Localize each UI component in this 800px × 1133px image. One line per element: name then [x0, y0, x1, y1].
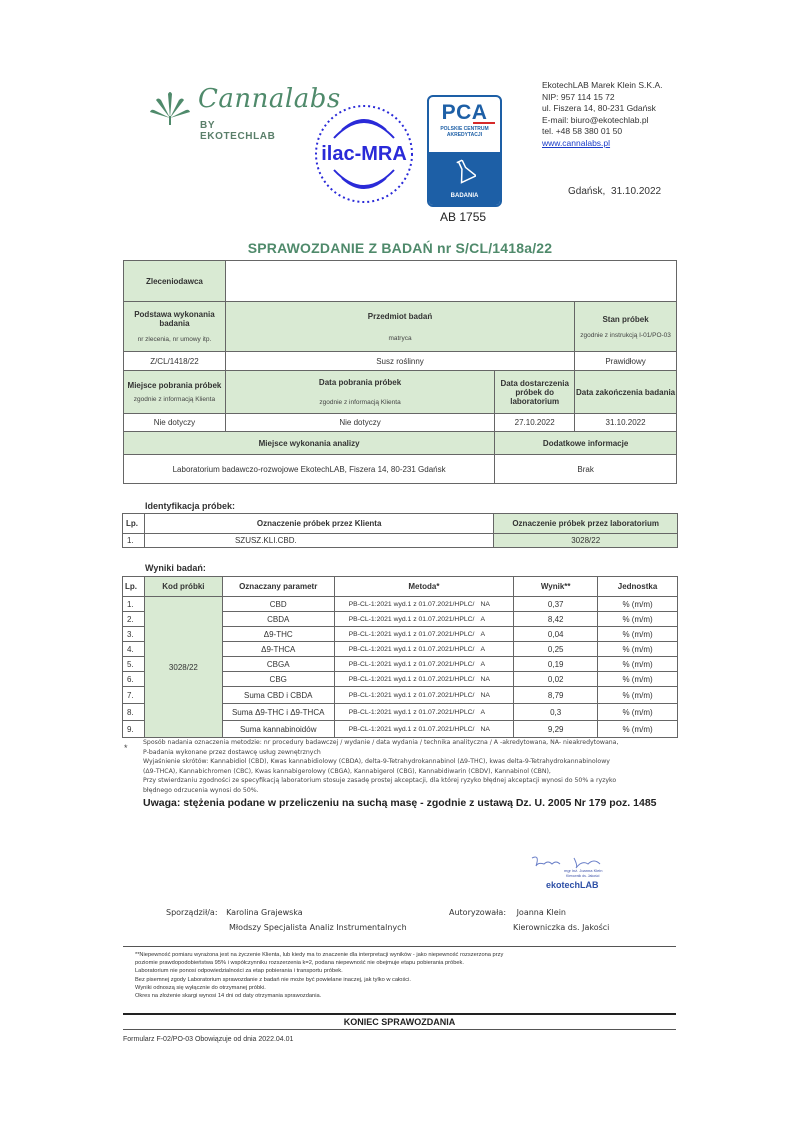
identification-table — [122, 513, 678, 548]
header-parameter: Oznaczany parametr — [222, 577, 334, 597]
unit: % (m/m) — [598, 687, 678, 704]
place-date: Gdańsk, 31.10.2022 — [568, 186, 662, 197]
accreditation-number: AB 1755 — [440, 210, 487, 224]
method: PB-CL-1:2021 wyd.1 z 01.07.2021/HPLC/ A — [334, 642, 514, 657]
unit: % (m/m) — [598, 597, 678, 612]
parameter: Δ9-THC — [222, 627, 334, 642]
ilac-label: ilac-MRA — [321, 143, 407, 165]
unit: % (m/m) — [598, 704, 678, 721]
svg-text:mgr inż. Joanna Klein: mgr inż. Joanna Klein — [564, 868, 603, 873]
parameter: CBGA — [222, 657, 334, 672]
company-tel: tel. +48 58 380 01 50 — [542, 126, 623, 137]
lp: 8. — [123, 704, 145, 721]
method: PB-CL-1:2021 wyd.1 z 01.07.2021/HPLC/ A — [334, 704, 514, 721]
lp: 5. — [123, 657, 145, 672]
lp: 9. — [123, 721, 145, 738]
prepared-by — [166, 905, 407, 935]
end-divider-top — [123, 1013, 676, 1015]
prepared-name: Karolina Grajewska — [226, 908, 303, 917]
parameter: Suma CBD i CBDA — [222, 687, 334, 704]
signature-stamp — [526, 852, 606, 892]
sampling-place-sub: zgodnie z informacją Klienta — [133, 396, 216, 403]
result: 0,25 — [514, 642, 598, 657]
brand-name: Cannalabs — [198, 84, 341, 114]
signature-icon — [526, 852, 616, 892]
sampling-date-cell — [225, 371, 494, 414]
delivery-date-label: Data dostarczenia próbek do laboratorium — [495, 371, 575, 414]
svg-text:ekotechLAB: ekotechLAB — [546, 880, 599, 890]
method: PB-CL-1:2021 wyd.1 z 01.07.2021/HPLC/ NA — [334, 597, 514, 612]
authorized-label: Autoryzowała: — [449, 908, 507, 917]
footnote-line: **Niepewność pomiaru wyrażona jest na życzenie Klienta, lub kiedy ma to znaczenie dla interpretacji wyników - jako niepewność rozszerzona przy — [135, 952, 504, 958]
method: PB-CL-1:2021 wyd.1 z 01.07.2021/HPLC/ NA — [334, 672, 514, 687]
parameter: Suma Δ9-THC i Δ9-THCA — [222, 704, 334, 721]
prepared-role: Młodszy Specjalista Analiz Instrumentalnych — [229, 923, 407, 932]
header-method: Metoda* — [334, 577, 514, 597]
pca-sub2: AKREDYTACJI — [446, 132, 483, 138]
note-line: Przy stwierdzaniu zgodności ze specyfikacją laboratorium stosuje zasadę prostej akceptacji, dla której ryzyko błędnej akceptacji wynosi do 50% a ryzyko — [143, 777, 617, 785]
header-lp: Lp. — [123, 577, 145, 597]
method: PB-CL-1:2021 wyd.1 z 01.07.2021/HPLC/ A — [334, 657, 514, 672]
unit: % (m/m) — [598, 672, 678, 687]
brand-subtitle: BY EKOTECHLAB — [200, 120, 276, 142]
parameter: CBDA — [222, 612, 334, 627]
company-address: ul. Fiszera 14, 80-231 Gdańsk — [542, 103, 656, 114]
form-label: Formularz F-02/PO-03 Obowiązuje od dnia 2022.04.01 — [123, 1036, 294, 1043]
analysis-place-label: Miejsce wykonania analizy — [124, 432, 495, 455]
footnote-line: poziomie prawdopodobieństwa 95% i współczynniku rozszerzenia k=2, podana niepewność nie obejmuje etapu pobierania próbek. — [135, 960, 464, 967]
parameter: CBD — [222, 597, 334, 612]
result: 0,3 — [514, 704, 598, 721]
pca-badania: BADANIA — [450, 193, 479, 199]
note-line: (Δ9-THCA), Kannabichromen (CBC), Kwas kannabigerolowy (CBGA), Kannabigerol (CBG), Kannabidiwarin (CBDV), Kannabinol (CBN), — [143, 767, 551, 775]
analysis-place-value: Laboratorium badawczo-rozwojowe EkotechLAB, Fiszera 14, 80-231 Gdańsk — [124, 455, 495, 484]
footnote-line: Okres na złożenie skargi wynosi 14 dni od daty otrzymania sprawozdania. — [135, 993, 322, 1000]
lp: 1. — [123, 534, 145, 548]
note-line: Wyjaśnienie skrótów: Kannabidiol (CBD), Kwas kannabidiolowy (CBDA), delta-9-Tetrahydrokannabinol (Δ9-THC), kwas delta-9-Tetrahydrokannabinolowy — [143, 758, 610, 766]
basis-cell — [124, 302, 226, 352]
lp: 3. — [123, 627, 145, 642]
pca-accreditation-logo — [427, 95, 502, 207]
authorized-by — [449, 905, 609, 935]
flask-icon — [454, 158, 476, 184]
lp: 7. — [123, 687, 145, 704]
state-cell — [575, 302, 677, 352]
subject-sub: matryca — [388, 334, 412, 342]
dry-mass-note: Uwaga: stężenia podane w przeliczeniu na suchą masę - zgodnie z ustawą Dz. U. 2005 Nr 179 poz. 1485 — [143, 797, 657, 809]
result: 9,29 — [514, 721, 598, 738]
parameter: Δ9-THCA — [222, 642, 334, 657]
results-table — [122, 576, 678, 738]
footer-divider — [123, 946, 676, 947]
sampling-place-label: Miejsce pobrania próbek — [127, 381, 222, 390]
method-notes — [143, 738, 698, 796]
result: 0,19 — [514, 657, 598, 672]
subject-cell — [225, 302, 574, 352]
note-line: błędnego odrzucenia wynosi do 50%. — [143, 786, 259, 794]
state-value: Prawidłowy — [575, 352, 677, 371]
note-line: P-badania wykonane przez dostawcę usług zewnętrznych — [143, 748, 321, 756]
identification-label: Identyfikacja próbek: — [145, 501, 236, 511]
basis-label: Podstawa wykonania badania — [134, 310, 215, 328]
method: PB-CL-1:2021 wyd.1 z 01.07.2021/HPLC/ A — [334, 612, 514, 627]
cannabis-leaf-icon — [148, 90, 192, 126]
footnote-line: Wyniki odnoszą się wyłącznie do otrzymanej próbki. — [135, 984, 266, 991]
company-website-link[interactable]: www.cannalabs.pl — [542, 137, 611, 148]
header-sample-code: Kod próbki — [144, 577, 222, 597]
subject-value: Susz roślinny — [225, 352, 574, 371]
lp: 2. — [123, 612, 145, 627]
uncertainty-footnote — [135, 951, 675, 1000]
result: 0,04 — [514, 627, 598, 642]
sampling-place-value: Nie dotyczy — [124, 414, 226, 432]
prepared-label: Sporządził/a: — [166, 908, 218, 917]
results-label: Wyniki badań: — [145, 563, 206, 573]
company-info — [542, 80, 662, 150]
extra-info-label: Dodatkowe informacje — [495, 432, 677, 455]
end-divider-bottom — [123, 1029, 676, 1030]
client-code: SZUSZ.KLI.CBD. — [144, 534, 493, 548]
subject-label: Przedmiot badań — [367, 311, 433, 321]
sampling-date-sub: zgodnie z informacją Klienta — [319, 399, 401, 406]
company-name: EkotechLAB Marek Klein S.K.A. — [542, 80, 663, 90]
client-label: Zleceniodawca — [124, 261, 226, 302]
table-row — [123, 597, 678, 612]
lp: 1. — [123, 597, 145, 612]
result: 8,42 — [514, 612, 598, 627]
footnote-star: * — [124, 743, 128, 753]
header-client-code: Oznaczenie próbek przez Klienta — [144, 514, 493, 534]
pca-title: PCA — [441, 101, 488, 124]
header-lp: Lp. — [123, 514, 145, 534]
sampling-date-value: Nie dotyczy — [225, 414, 494, 432]
unit: % (m/m) — [598, 657, 678, 672]
method: PB-CL-1:2021 wyd.1 z 01.07.2021/HPLC/ NA — [334, 687, 514, 704]
result: 8,79 — [514, 687, 598, 704]
basis-sub: nr zlecenia, nr umowy itp. — [137, 336, 212, 343]
end-of-report: KONIEC SPRAWOZDANIA — [343, 1017, 456, 1027]
pca-sub1: POLSKIE CENTRUM — [440, 126, 489, 132]
company-email: E-mail: biuro@ekotechlab.pl — [542, 114, 649, 125]
unit: % (m/m) — [598, 721, 678, 738]
method: PB-CL-1:2021 wyd.1 z 01.07.2021/HPLC/ NA — [334, 721, 514, 738]
table-row — [123, 534, 678, 548]
footnote-line: Laboratorium nie ponosi odpowiedzialności za etap pobierania i transportu próbek. — [135, 968, 343, 975]
sample-code: 3028/22 — [144, 597, 222, 738]
authorized-role: Kierowniczka ds. Jakości — [513, 923, 610, 932]
header-result: Wynik** — [514, 577, 598, 597]
footnote-line: Bez pisemnej zgody Laboratorium sprawozdanie z badań nie może być powielane inaczej, jak tylko w całości. — [135, 976, 411, 983]
header-lab-code: Oznaczenie próbek przez laboratorium — [494, 514, 678, 534]
unit: % (m/m) — [598, 612, 678, 627]
parameter: CBG — [222, 672, 334, 687]
delivery-date-value: 27.10.2022 — [495, 414, 575, 432]
lp: 4. — [123, 642, 145, 657]
parameter: Suma kannabinoidów — [222, 721, 334, 738]
state-label: Stan próbek — [602, 314, 649, 324]
order-info-table — [123, 260, 677, 484]
end-date-value: 31.10.2022 — [575, 414, 677, 432]
result: 0,37 — [514, 597, 598, 612]
company-nip: NIP: 957 114 15 72 — [542, 91, 615, 102]
authorized-name: Joanna Klein — [516, 908, 566, 917]
end-date-label: Data zakończenia badania — [575, 371, 677, 414]
unit: % (m/m) — [598, 627, 678, 642]
cannalabs-logo — [148, 84, 341, 142]
sampling-date-label: Data pobrania próbek — [318, 378, 402, 387]
extra-info-value: Brak — [495, 455, 677, 484]
ilac-mra-icon — [312, 100, 416, 208]
unit: % (m/m) — [598, 642, 678, 657]
ilac-mra-logo — [312, 100, 416, 208]
header-unit: Jednostka — [598, 577, 678, 597]
sampling-place-cell — [124, 371, 226, 414]
note-line: Sposób nadania oznaczenia metodzie: nr procedury badawczej / wydanie / data wydania / technika analityczna / A -akredytowana, NA- nieakredytowana, — [143, 739, 619, 746]
lp: 6. — [123, 672, 145, 687]
report-title: SPRAWOZDANIE Z BADAŃ nr S/CL/1418a/22 — [247, 240, 553, 256]
method: PB-CL-1:2021 wyd.1 z 01.07.2021/HPLC/ A — [334, 627, 514, 642]
state-sub: zgodnie z instrukcją I-01/PO-03 — [580, 331, 671, 339]
svg-text:Kierownik ds. Jakości: Kierownik ds. Jakości — [566, 874, 600, 878]
basis-value: Z/CL/1418/22 — [124, 352, 226, 371]
client-value — [225, 261, 676, 302]
lab-code: 3028/22 — [494, 534, 678, 548]
result: 0,02 — [514, 672, 598, 687]
